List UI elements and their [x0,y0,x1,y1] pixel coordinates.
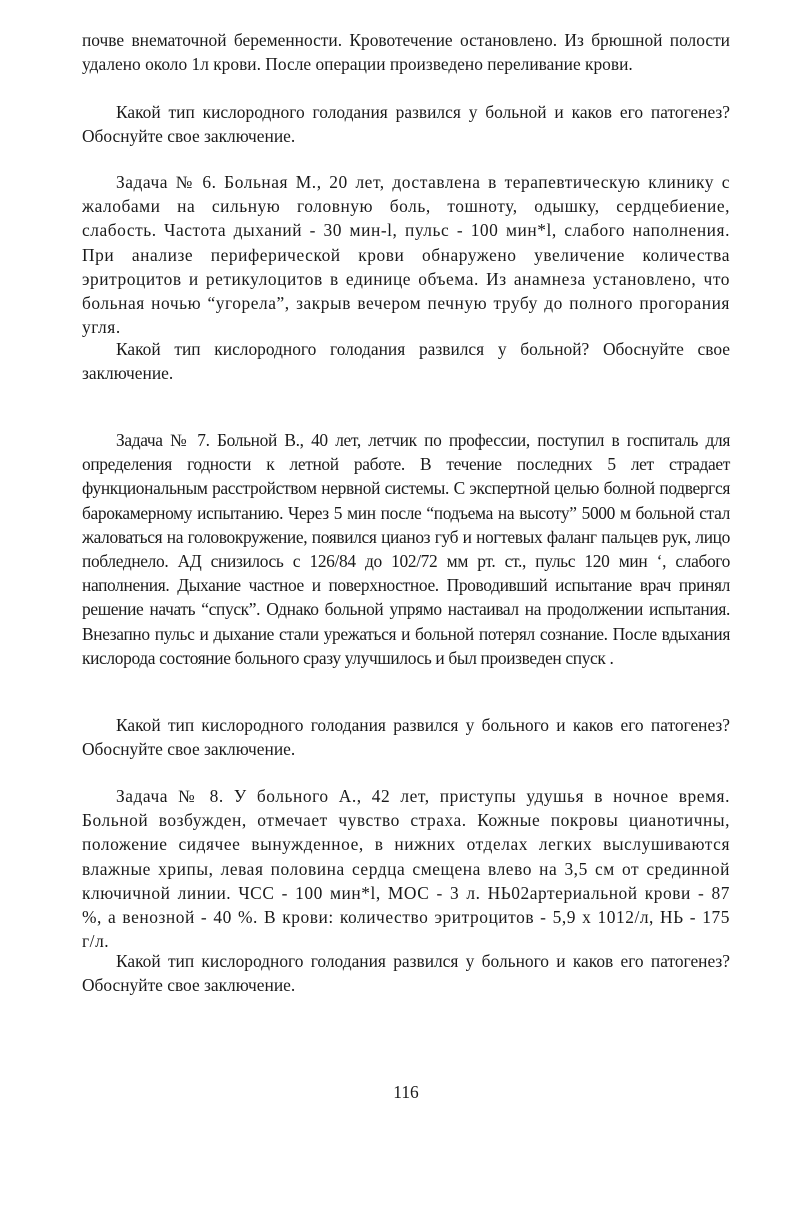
paragraph-continuation: почве внематочной беременности. Кровотечение остановлено. Из брюшной полости удалено около 1л крови. После операции произведено переливание крови. [82,30,730,75]
document-page [82,28,730,1178]
question-task-5: Какой тип кислородного голодания развился у больной и каков его патогенез? Обоснуйте свое заключение. [82,102,730,147]
question-task-7: Какой тип кислородного голодания развился у больного и каков его патогенез? Обоснуйте свое заключение. [82,715,730,760]
task-7-text: Задача № 7. Больной В., 40 лет, летчик по профессии, поступил в госпиталь для определения годности к летной работе. В течение последних 5 лет страдает функциональным расстройством нервной системы. С экспертной целью болной подвергся барокамерному испытанию. Через 5 мин после “подъема на высоту” 5000 м больной стал жаловаться на головокружение, появился цианоз губ и ногтевых фаланг пальцев рук, лицо побледнело. АД снизилось с 126/84 до 102/72 мм рт. ст., пульс 120 мин ‘, слабого наполнения. Дыхание частное и поверхностное. Проводивший испытание врач принял решение начать “спуск”. Однако больной упрямо настаивал на продолжении испытания. Внезапно пульс и дыхание стали урежаться и больной потерял сознание. После вдыхания кислорода состояние больного сразу улучшилось и был произведен спуск . [82,430,730,668]
page-number: 116 [393,1082,419,1102]
question-task-8: Какой тип кислородного голодания развился у больного и каков его патогенез? Обоснуйте свое заключение. [82,951,730,996]
task-8-text: Задача № 8. У больного А., 42 лет, приступы удушья в ночное время. Больной возбужден, отмечает чувство страха. Кожные покровы цианотичны, положение сидячее вынужденное, в нижних отделах легких выслушиваются влажные хрипы, левая половина сердца смещена влево на 3,5 см от срединной ключичной линии. ЧСС - 100 мин*l, МОС - 3 л. НЬ02артериальной крови - 87 %, а венозной - 40 %. В крови: количество эритроцитов - 5,9 х 1012/л, НЬ - 175 г/л. [82,786,730,952]
question-task-6: Какой тип кислородного голодания развился у больной? Обоснуйте свое заключение. [82,339,730,384]
task-6-text: Задача № 6. Больная М., 20 лет, доставлена в терапевтическую клинику с жалобами на сильную головную боль, тошноту, одышку, сердцебиение, слабость. Частота дыханий - 30 мин-l, пульс - 100 мин*l, слабого наполнения. При анализе периферической крови обнаружено увеличение количества эритроцитов и ретикулоцитов в единице объема. Из анамнеза установлено, что больная ночью “угорела”, закрыв вечером печную трубу до полного прогорания угля. [82,172,730,338]
